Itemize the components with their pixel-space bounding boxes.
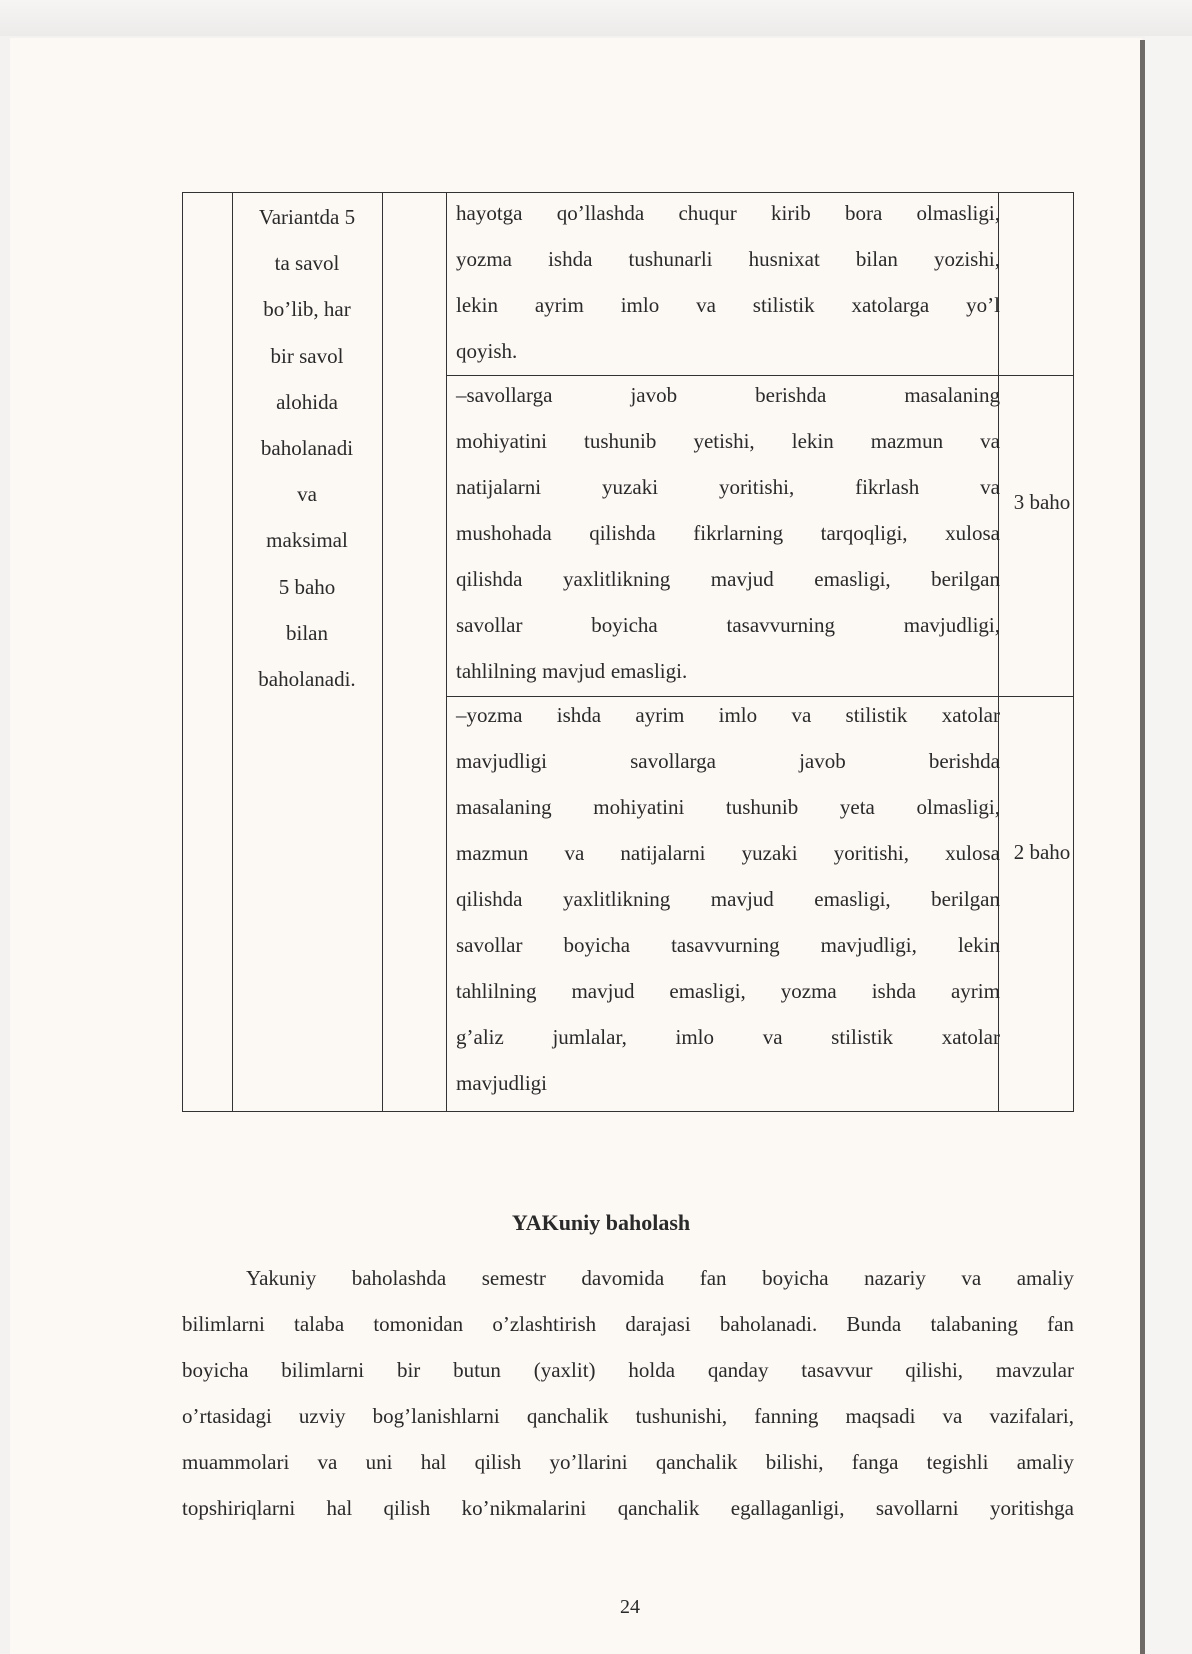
description-line: g’aliz jumlalar, imlo va stilistik xatolar (456, 1025, 1000, 1049)
description-line: savollar boyicha tasavvurning mavjudligi, (456, 613, 1000, 637)
description-line: hayotga qo’llashda chuqur kirib bora olmasligi, (456, 201, 1000, 225)
description-line: –yozma ishda ayrim imlo va stilistik xatolar (456, 703, 1000, 727)
criteria-line: va (297, 482, 317, 507)
table-col-divider-3 (446, 192, 447, 1112)
page-edge-shadow (1140, 40, 1145, 1654)
description-line: lekin ayrim imlo va stilistik xatolarga yo’l (456, 293, 1000, 317)
body-paragraph (182, 1255, 1074, 1531)
description-line: mavjudligi savollarga javob berishda (456, 749, 1000, 773)
criteria-line: bilan (286, 620, 328, 645)
description-line: tahlilning mavjud emasligi, yozma ishda ayrim (456, 979, 1000, 1003)
description-line: mavjudligi (456, 1071, 547, 1095)
criteria-line: bo’lib, har (263, 297, 351, 322)
page-number: 24 (620, 1596, 640, 1618)
paragraph-line: Yakuniy baholashda semestr davomida fan boyicha nazariy va amaliy (246, 1266, 1074, 1290)
criteria-line: bir savol (270, 343, 344, 368)
paragraph-line: topshiriqlarni hal qilish ko’nikmalarini qanchalik egallaganligi, savollarni yoritishga (182, 1496, 1074, 1520)
criteria-line: alohida (276, 389, 338, 414)
description-cell-row-3 (456, 692, 1000, 1106)
description-line: natijalarni yuzaki yoritishi, fikrlash va (456, 475, 1000, 499)
scan-right-margin (1145, 36, 1192, 1654)
criteria-line: ta savol (274, 251, 340, 276)
description-line: qoyish. (456, 339, 518, 363)
table-col-divider-2 (382, 192, 383, 1112)
description-line: yozma ishda tushunarli husnixat bilan yozishi, (456, 247, 1000, 271)
description-cell-row-2 (456, 372, 1000, 694)
table-border-left (182, 192, 183, 1112)
grading-table (182, 192, 1074, 1112)
section-heading: YAKuniy baholash (511, 1210, 691, 1235)
grade-cell-row-2: 3 baho (1013, 490, 1071, 514)
scan-top-strip (0, 0, 1192, 36)
description-line: mohiyatini tushunib yetishi, lekin mazmun va (456, 429, 1000, 453)
paragraph-line: o’rtasidagi uzviy bog’lanishlarni qanchalik tushunishi, fanning maqsadi va vazifalari, (182, 1404, 1074, 1428)
paragraph-line: boyicha bilimlarni bir butun (yaxlit) holda qanday tasavvur qilishi, mavzular (182, 1358, 1074, 1382)
grade-cell-row-3: 2 baho (1013, 840, 1071, 864)
criteria-line: maksimal (266, 528, 348, 553)
description-line: mushohada qilishda fikrlarning tarqoqligi, xulosa (456, 521, 1000, 545)
description-line: qilishda yaxlitlikning mavjud emasligi, berilgan (456, 887, 1000, 911)
description-line: masalaning mohiyatini tushunib yeta olmasligi, (456, 795, 1000, 819)
table-border-bottom (182, 1111, 1074, 1112)
table-border-right (1073, 192, 1074, 1112)
criteria-cell (232, 192, 382, 702)
criteria-line: Variantda 5 (258, 205, 356, 229)
paragraph-line: bilimlarni talaba tomonidan o’zlashtirish darajasi baholanadi. Bunda talabaning fan (182, 1312, 1074, 1336)
criteria-line: 5 baho (278, 574, 336, 599)
description-line: savollar boyicha tasavvurning mavjudligi, lekin (456, 933, 1000, 957)
description-line: tahlilning mavjud emasligi. (456, 659, 688, 683)
description-line: mazmun va natijalarni yuzaki yoritishi, xulosa (456, 841, 1000, 865)
paragraph-line: muammolari va uni hal qilish yo’llarini qanchalik bilishi, fanga tegishli amaliy (182, 1450, 1074, 1474)
description-line: –savollarga javob berishda masalaning (456, 383, 1000, 407)
description-line: qilishda yaxlitlikning mavjud emasligi, berilgan (456, 567, 1000, 591)
description-cell-row-1 (456, 190, 1000, 374)
criteria-line: baholanadi (260, 436, 354, 461)
criteria-line: baholanadi. (258, 667, 356, 692)
